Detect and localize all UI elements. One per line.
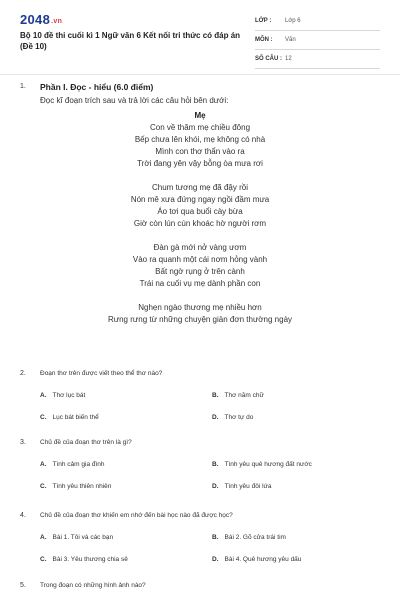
poem-line: Rưng rưng từ những chuyện giản đơn thường ngày (107, 315, 293, 324)
question-text: Đoạn thơ trên được viết theo thể thơ nào? (40, 370, 163, 377)
answer-option-d[interactable] (212, 414, 253, 421)
poem-title: Mẹ (194, 111, 206, 120)
option-text: Bài 2. Gõ cửa trái tim (224, 534, 286, 541)
answer-option-c[interactable] (40, 414, 99, 421)
poem-line: Chum tương mẹ đã đậy rồi (152, 183, 248, 192)
meta-row-subject (255, 31, 380, 50)
document-title: Bộ 10 đề thi cuối kì 1 Ngữ văn 6 Kết nối tri thức có đáp án (Đề 10) (20, 31, 241, 51)
poem (20, 110, 380, 326)
poem-line: Nghẹn ngào thương mẹ nhiều hơn (138, 303, 262, 312)
answer-option-d[interactable] (212, 556, 301, 563)
question-number: 3. (20, 439, 26, 446)
answer-option-c[interactable] (40, 556, 128, 563)
header-divider (0, 74, 400, 75)
meta-value: Lớp 6 (285, 18, 301, 24)
option-letter: D. (212, 414, 219, 421)
option-letter: D. (212, 556, 219, 563)
poem-line: Mình con thơ thẩn vào ra (155, 147, 245, 156)
option-text: Thơ lục bát (52, 392, 86, 399)
poem-line: Đàn gà mới nở vàng ươm (153, 243, 247, 252)
answer-option-a[interactable] (40, 392, 85, 399)
meta-value: Văn (285, 37, 296, 43)
meta-label: SỐ CÂU : (255, 56, 282, 62)
meta-row-question-count (255, 50, 380, 69)
document-meta (255, 12, 380, 69)
option-text: Bài 4. Quê hương yêu dấu (224, 556, 302, 563)
answer-option-a[interactable] (40, 461, 105, 468)
meta-row-class (255, 12, 380, 31)
option-text: Tình yêu đôi lứa (224, 483, 272, 490)
option-letter: D. (212, 483, 219, 490)
option-text: Thơ năm chữ (224, 392, 264, 399)
option-text: Thơ tự do (224, 414, 254, 421)
answer-option-c[interactable] (40, 483, 111, 490)
poem-line: Bất ngờ rụng ở trên cành (155, 267, 245, 276)
option-letter: B. (212, 392, 219, 399)
question-number: 2. (20, 370, 26, 377)
meta-label: LỚP : (255, 18, 272, 24)
answer-option-b[interactable] (212, 461, 312, 468)
question-text: Chủ đề của đoạn thơ trên là gì? (40, 439, 132, 446)
logo-text: 2048 (20, 12, 51, 27)
option-text: Bài 1. Tôi và các bạn (52, 534, 114, 541)
option-letter: B. (212, 534, 219, 541)
answer-option-b[interactable] (212, 534, 286, 541)
option-letter: C. (40, 414, 47, 421)
poem-line: Vào ra quanh một cái nơm hỏng vành (132, 255, 268, 264)
option-letter: A. (40, 392, 47, 399)
question-number: 5. (20, 582, 26, 589)
option-text: Tình yêu quê hương đất nước (224, 461, 312, 468)
question-number: 1. (20, 83, 26, 90)
meta-value: 12 (285, 56, 292, 62)
poem-line: Áo tơi qua buổi cày bừa (157, 207, 243, 216)
poem-line: Giờ còn lún cún khoác hờ người rơm (133, 219, 267, 228)
option-letter: C. (40, 483, 47, 490)
option-letter: A. (40, 534, 47, 541)
poem-line: Trái na cuối vụ mẹ dành phần con (139, 279, 261, 288)
question-text: Chủ đề của đoạn thơ khiến em nhớ đến bài học nào đã được học? (40, 512, 233, 519)
answer-option-b[interactable] (212, 392, 264, 399)
poem-line: Con về thăm mẹ chiều đông (149, 123, 251, 132)
site-logo[interactable] (20, 12, 62, 27)
option-text: Tình cảm gia đình (52, 461, 105, 468)
poem-line: Nón mê xưa đứng ngay ngồi đầm mưa (130, 195, 270, 204)
part-title: Phần I. Đọc - hiểu (6.0 điểm) (40, 82, 154, 92)
instruction-text: Đọc kĩ đoạn trích sau và trả lời các câu hỏi bên dưới: (40, 96, 229, 105)
page-header (0, 0, 400, 75)
answer-option-a[interactable] (40, 534, 113, 541)
option-letter: B. (212, 461, 219, 468)
question-text: Trong đoạn có những hình ảnh nào? (40, 582, 146, 589)
question-number: 4. (20, 512, 26, 519)
option-letter: A. (40, 461, 47, 468)
option-text: Bài 3. Yêu thương chia sẻ (52, 556, 128, 563)
answer-option-d[interactable] (212, 483, 272, 490)
poem-line: Bếp chưa lên khói, mẹ không có nhà (134, 135, 266, 144)
meta-label: MÔN : (255, 37, 273, 43)
option-text: Lục bát biến thể (52, 414, 99, 421)
option-letter: C. (40, 556, 47, 563)
logo-suffix: .vn (51, 18, 63, 25)
poem-line: Trời đang yên vậy bỗng òa mưa rơi (137, 159, 263, 168)
option-text: Tình yêu thiên nhiên (52, 483, 112, 490)
